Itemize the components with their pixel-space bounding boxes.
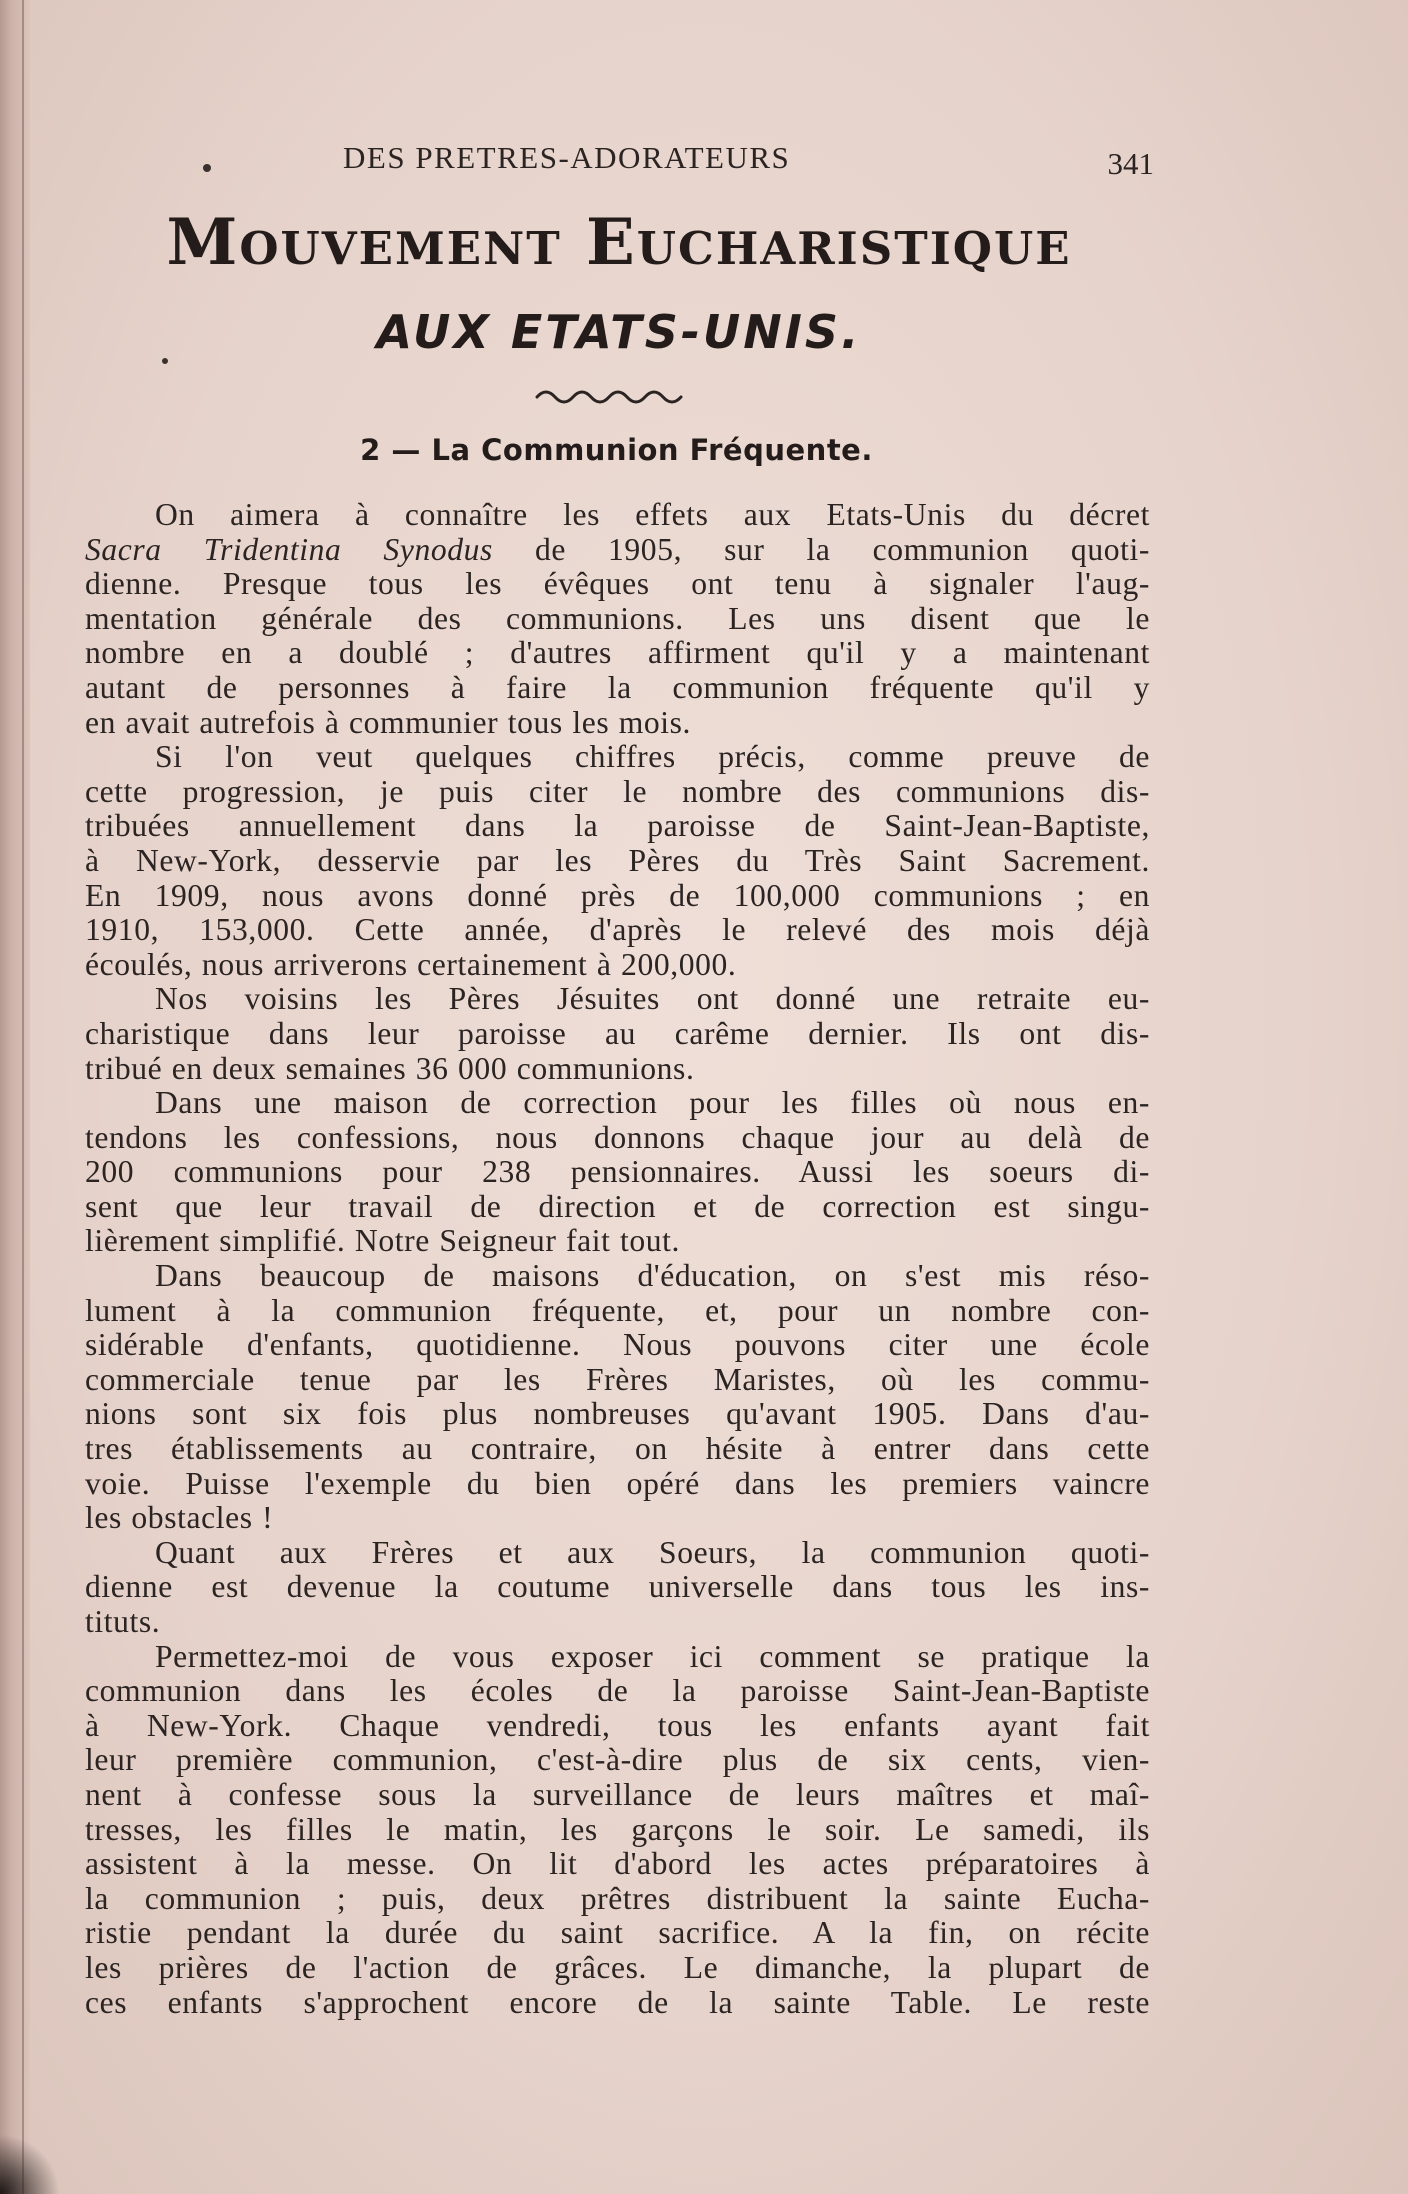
line-text: ristie pendant la durée du saint sacrifice. A la fin, on récite: [85, 1915, 1150, 1951]
text-line: [85, 879, 1150, 914]
line-text: la communion ; puis, deux prêtres distribuent la sainte Eucha-: [85, 1880, 1150, 1916]
line-text: à New-York. Chaque vendredi, tous les enfants ayant fait: [85, 1707, 1150, 1743]
article-body: [85, 498, 1150, 2020]
text-line: [85, 602, 1150, 637]
line-text: Nos voisins les Pères Jésuites ont donné une retraite eu-: [155, 981, 1150, 1017]
running-head: [200, 140, 1160, 180]
line-text: tituts.: [85, 1604, 161, 1639]
line-text: tres établissements au contraire, on hésite à entrer dans cette: [85, 1431, 1150, 1467]
text-line: [85, 1432, 1150, 1467]
line-text: de 1905, sur la communion quoti-: [492, 531, 1151, 567]
line-text: nions sont six fois plus nombreuses qu'avant 1905. Dans d'au-: [85, 1396, 1150, 1432]
text-line: [85, 1743, 1150, 1778]
text-line: [85, 1017, 1150, 1052]
text-line: [85, 1190, 1150, 1225]
running-head-title: DES PRETRES-ADORATEURS: [343, 140, 791, 175]
line-text: Dans une maison de correction pour les filles où nous en-: [155, 1085, 1150, 1121]
line-text: sent que leur travail de direction et de correction est singu-: [85, 1188, 1150, 1224]
line-text: charistique dans leur paroisse au carême dernier. Ils ont dis-: [85, 1015, 1150, 1051]
bullet-mark: [203, 164, 211, 172]
line-text: tribué en deux semaines 36 000 communions.: [85, 1050, 695, 1086]
line-text: 1910, 153,000. Cette année, d'après le relevé des mois déjà: [85, 912, 1150, 948]
text-line: [85, 1224, 1150, 1259]
text-line: [85, 567, 1150, 602]
line-text: tendons les confessions, nous donnons chaque jour au delà de: [85, 1119, 1150, 1155]
line-text: commerciale tenue par les Frères Maristes, où les commu-: [85, 1361, 1150, 1397]
line-text: Permettez-moi de vous exposer ici comment se pratique la: [155, 1638, 1150, 1674]
text-line: [85, 1847, 1150, 1882]
line-text: Quant aux Frères et aux Soeurs, la communion quoti-: [155, 1534, 1150, 1570]
text-line: [85, 1121, 1150, 1156]
line-text: en avait autrefois à communier tous les mois.: [85, 704, 692, 740]
text-line: [85, 1778, 1150, 1813]
line-text: 200 communions pour 238 pensionnaires. Aussi les soeurs di-: [85, 1154, 1150, 1190]
line-text: sidérable d'enfants, quotidienne. Nous pouvons citer une école: [85, 1327, 1150, 1363]
line-text: voie. Puisse l'exemple du bien opéré dans les premiers vaincre: [85, 1465, 1150, 1501]
text-line: [85, 1328, 1150, 1363]
text-line: [85, 1155, 1150, 1190]
text-line: [85, 1397, 1150, 1432]
line-text: assistent à la messe. On lit d'abord les actes préparatoires à: [85, 1846, 1150, 1882]
line-text: On aimera à connaître les effets aux Etats-Unis du décret: [155, 497, 1150, 532]
article-subtitle: AUX ETATS-UNIS.: [376, 305, 862, 359]
wave-ornament-icon: [535, 383, 685, 405]
text-line: [85, 913, 1150, 948]
line-text: tresses, les filles le matin, les garçons le soir. Le samedi, ils: [85, 1811, 1150, 1847]
text-line: [85, 1086, 1150, 1121]
line-text: nent à confesse sous la surveillance de leurs maîtres et maî-: [85, 1776, 1150, 1812]
text-line: [85, 775, 1150, 810]
line-text: lièrement simplifié. Notre Seigneur fait tout.: [85, 1223, 680, 1259]
line-text: ces enfants s'approchent encore de la sainte Table. Le reste: [85, 1984, 1150, 2020]
text-line: [85, 1951, 1150, 1986]
text-line: [85, 533, 1150, 568]
text-line: [85, 1986, 1150, 2021]
text-line: [85, 1709, 1150, 1744]
line-text: leur première communion, c'est-à-dire plus de six cents, vien-: [85, 1742, 1150, 1778]
text-line: [85, 671, 1150, 706]
line-text: autant de personnes à faire la communion fréquente qu'il y: [85, 669, 1150, 705]
text-line: [85, 1501, 1150, 1536]
corner-shadow: [0, 2134, 60, 2194]
stray-dot: [162, 358, 168, 364]
line-text: mentation générale des communions. Les uns disent que le: [85, 600, 1150, 636]
line-text: Si l'on veut quelques chiffres précis, comme preuve de: [155, 739, 1150, 775]
line-text: à New-York, desservie par les Pères du Très Saint Sacrement.: [85, 842, 1150, 878]
text-line: [85, 636, 1150, 671]
text-line: [85, 1605, 1150, 1640]
text-line: [85, 982, 1150, 1017]
text-line: [85, 1674, 1150, 1709]
text-line: [85, 740, 1150, 775]
text-line: [85, 1052, 1150, 1087]
text-line: [85, 1363, 1150, 1398]
text-line: [85, 1882, 1150, 1917]
article-title: Mouvement Eucharistique: [166, 205, 1072, 280]
page-number: 341: [1107, 146, 1154, 181]
section-heading: 2 — La Communion Fréquente.: [360, 433, 873, 467]
text-line: [85, 1570, 1150, 1605]
text-line: [85, 1813, 1150, 1848]
text-line: [85, 1259, 1150, 1294]
line-text: nombre en a doublé ; d'autres affirment qu'il y a maintenant: [85, 635, 1150, 671]
text-line: [85, 1294, 1150, 1329]
text-line: [85, 498, 1150, 533]
line-text: lument à la communion fréquente, et, pour un nombre con-: [85, 1292, 1150, 1328]
line-text: cette progression, je puis citer le nombre des communions dis-: [85, 773, 1150, 809]
line-text: les obstacles !: [85, 1500, 274, 1536]
text-line: [85, 1467, 1150, 1502]
line-text: les prières de l'action de grâces. Le dimanche, la plupart de: [85, 1949, 1150, 1985]
line-text: dienne. Presque tous les évêques ont tenu à signaler l'aug-: [85, 566, 1150, 602]
line-text: tribuées annuellement dans la paroisse de Saint-Jean-Baptiste,: [85, 808, 1150, 844]
text-line: [85, 706, 1150, 741]
text-line: [85, 1536, 1150, 1571]
line-text: écoulés, nous arriverons certainement à 200,000.: [85, 946, 737, 982]
text-line: [85, 1640, 1150, 1675]
line-text: En 1909, nous avons donné près de 100,000 communions ; en: [85, 877, 1150, 913]
text-line: [85, 844, 1150, 879]
line-text: dienne est devenue la coutume universelle dans tous les ins-: [85, 1569, 1150, 1605]
text-line: [85, 809, 1150, 844]
line-text: communion dans les écoles de la paroisse Saint-Jean-Baptiste: [85, 1673, 1150, 1709]
text-line: [85, 948, 1150, 983]
line-text: Dans beaucoup de maisons d'éducation, on s'est mis réso-: [155, 1258, 1150, 1294]
text-line: [85, 1916, 1150, 1951]
italic-title: Sacra Tridentina Synodus: [85, 531, 493, 567]
